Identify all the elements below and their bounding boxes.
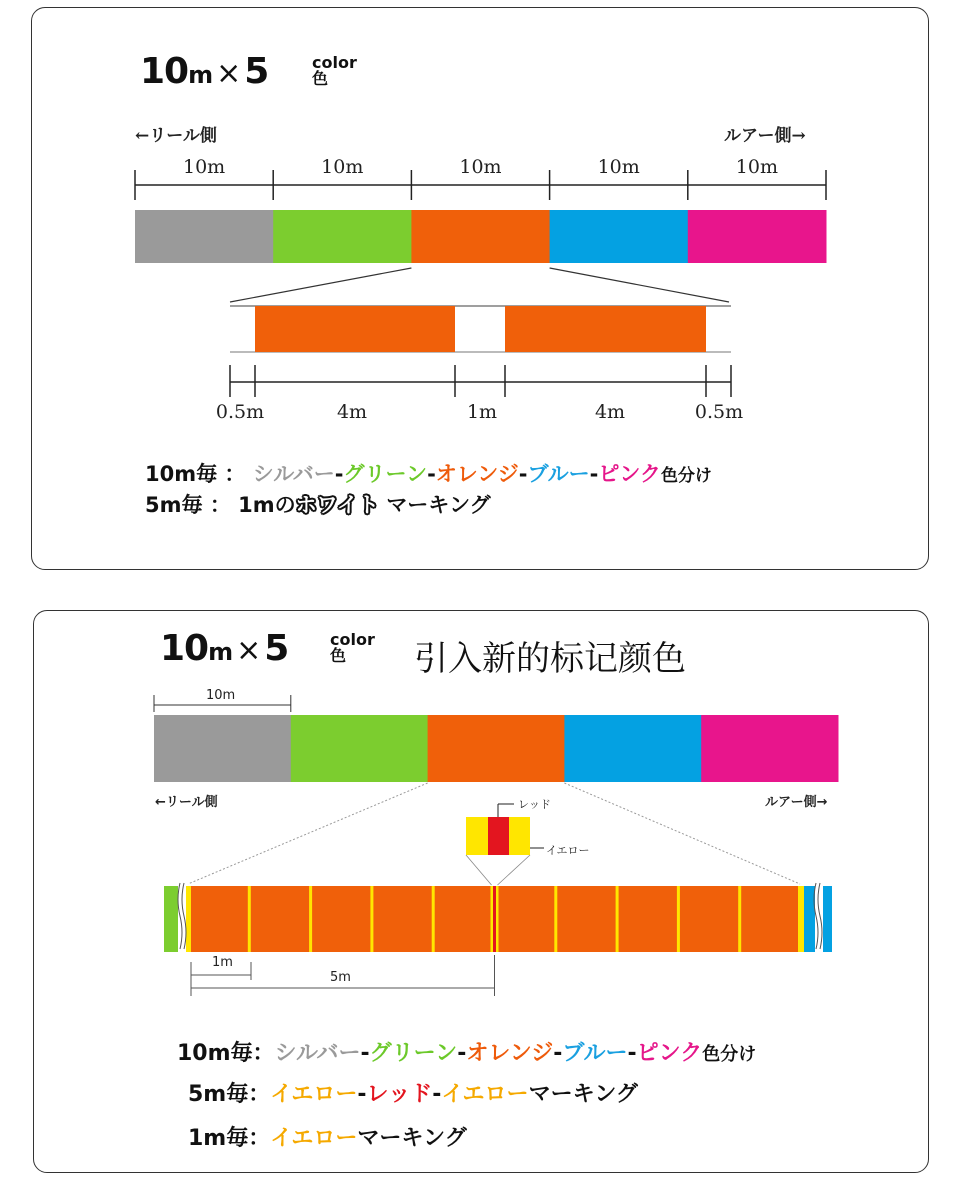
legend-prefix: 10m毎 (145, 462, 218, 486)
segment-length-label: 10m (735, 156, 778, 178)
legend-part: ブルー (562, 1041, 628, 1066)
panel2-lure-side: ルアー側→ (765, 795, 828, 810)
legend-part: オレンジ (435, 462, 519, 486)
yellow-marker (798, 886, 804, 952)
color-segment (428, 715, 565, 782)
legend-part: グリーン (343, 462, 428, 486)
title-number: 10 (160, 628, 209, 669)
legend-white: ホワイト (295, 493, 379, 517)
legend-prefix: 10m毎 (177, 1041, 253, 1066)
yellow-marker (432, 886, 435, 952)
legend-part: - (457, 1041, 467, 1066)
yellow-marker (248, 886, 251, 952)
panel1-title-sup-color: color (312, 53, 357, 72)
zoom-length-label: 0.5m (215, 401, 265, 423)
legend-part: イエロー (270, 1082, 358, 1107)
panel2-title-sup-color: color (330, 630, 375, 649)
title-count: 5 (244, 51, 269, 92)
panel1-reel-side: ←リール側 (135, 126, 217, 146)
yellow-marker (309, 886, 312, 952)
title-unit: m (188, 61, 213, 89)
title-unit: m (208, 638, 233, 666)
legend-suffix: 色分け (702, 1044, 757, 1065)
legend-colon: ： (252, 1041, 275, 1066)
legend-part: ピンク (636, 1041, 703, 1066)
zoom-length-label: 4m (336, 401, 368, 423)
legend-part: - (589, 462, 599, 486)
legend-part: シルバー (274, 1041, 361, 1066)
dim-5m-label: 5m (330, 970, 351, 985)
yellow-marker (738, 886, 741, 952)
yellow-marker (370, 886, 373, 952)
zoom-green-end (164, 886, 178, 952)
panel1-title-sup-iro: 色 (312, 69, 329, 88)
panel2-title-sup-iro: 色 (330, 646, 347, 665)
break-mark (178, 883, 182, 949)
break-mark (182, 883, 186, 949)
color-segment (291, 715, 428, 782)
yellow-marker (616, 886, 619, 952)
break-mark (818, 883, 822, 949)
panel2-seg-label: 10m (206, 688, 236, 703)
legend-part: ブルー (527, 462, 590, 486)
yellow-marker-label: イエロー (546, 844, 590, 857)
legend-colon: ： (224, 462, 246, 486)
legend-part: ピンク (598, 462, 661, 486)
legend-suffix: マーキング (357, 1126, 467, 1151)
callout-guide (498, 855, 531, 885)
segment-length-label: 10m (597, 156, 640, 178)
callout-red (488, 817, 509, 855)
legend-part: - (357, 1082, 367, 1107)
color-segment (701, 715, 838, 782)
yellow-marker (677, 886, 680, 952)
zoom-length-label: 0.5m (694, 401, 744, 423)
zoom-length-label: 1m (466, 401, 498, 423)
legend-part: オレンジ (466, 1041, 554, 1066)
legend-prefix: 5m毎 (145, 493, 203, 517)
legend-part: レッド (366, 1082, 433, 1107)
legend-colon: ： (209, 493, 231, 517)
legend-colon: ： (248, 1126, 271, 1151)
legend-part: イエロー (270, 1126, 358, 1151)
color-segment (154, 715, 291, 782)
title-times: × (216, 56, 241, 91)
color-segment (564, 715, 701, 782)
zoom-guide-right (564, 783, 800, 884)
legend-part: - (432, 1082, 442, 1107)
red-marker-label: レッド (518, 798, 551, 811)
legend-part: - (334, 462, 344, 486)
legend-part: - (627, 1041, 637, 1066)
legend-part: - (427, 462, 436, 486)
segment-length-label: 10m (321, 156, 364, 178)
zoom-guide-left (188, 783, 428, 884)
segment-length-label: 10m (459, 156, 502, 178)
yellow-marker (491, 886, 494, 952)
legend-part: シルバー (252, 462, 335, 486)
legend-prefix: 5m毎 (188, 1082, 249, 1107)
yellow-marker (186, 886, 191, 952)
segment-length-label: 10m (182, 156, 226, 178)
zoom-blue-end (823, 886, 832, 952)
panel1-lure-side: ルアー側→ (724, 126, 806, 146)
yellow-marker (496, 886, 499, 952)
legend-part: - (360, 1041, 370, 1066)
dim-1m-label: 1m (212, 955, 233, 970)
legend-part: グリーン (369, 1041, 458, 1066)
zoom-blue-end (804, 886, 815, 952)
red-marker (493, 886, 496, 952)
legend-marking: マーキング (386, 493, 491, 517)
callout-guide (466, 855, 492, 885)
legend-1m: 1mの (238, 493, 296, 517)
legend-part: - (518, 462, 528, 486)
title-number: 10 (140, 51, 189, 92)
yellow-marker (554, 886, 557, 952)
legend-part: - (553, 1041, 563, 1066)
zoom-length-label: 4m (594, 401, 626, 423)
legend-suffix: マーキング (528, 1082, 638, 1107)
title-count: 5 (264, 628, 289, 669)
panel2-reel-side: ←リール側 (155, 795, 218, 810)
title-times: × (236, 633, 261, 668)
legend-suffix: 色分け (660, 466, 712, 486)
legend-colon: ： (248, 1082, 271, 1107)
panel2-heading: 引入新的标记颜色 (414, 639, 686, 679)
legend-prefix: 1m毎 (188, 1126, 249, 1151)
legend-part: イエロー (441, 1082, 529, 1107)
